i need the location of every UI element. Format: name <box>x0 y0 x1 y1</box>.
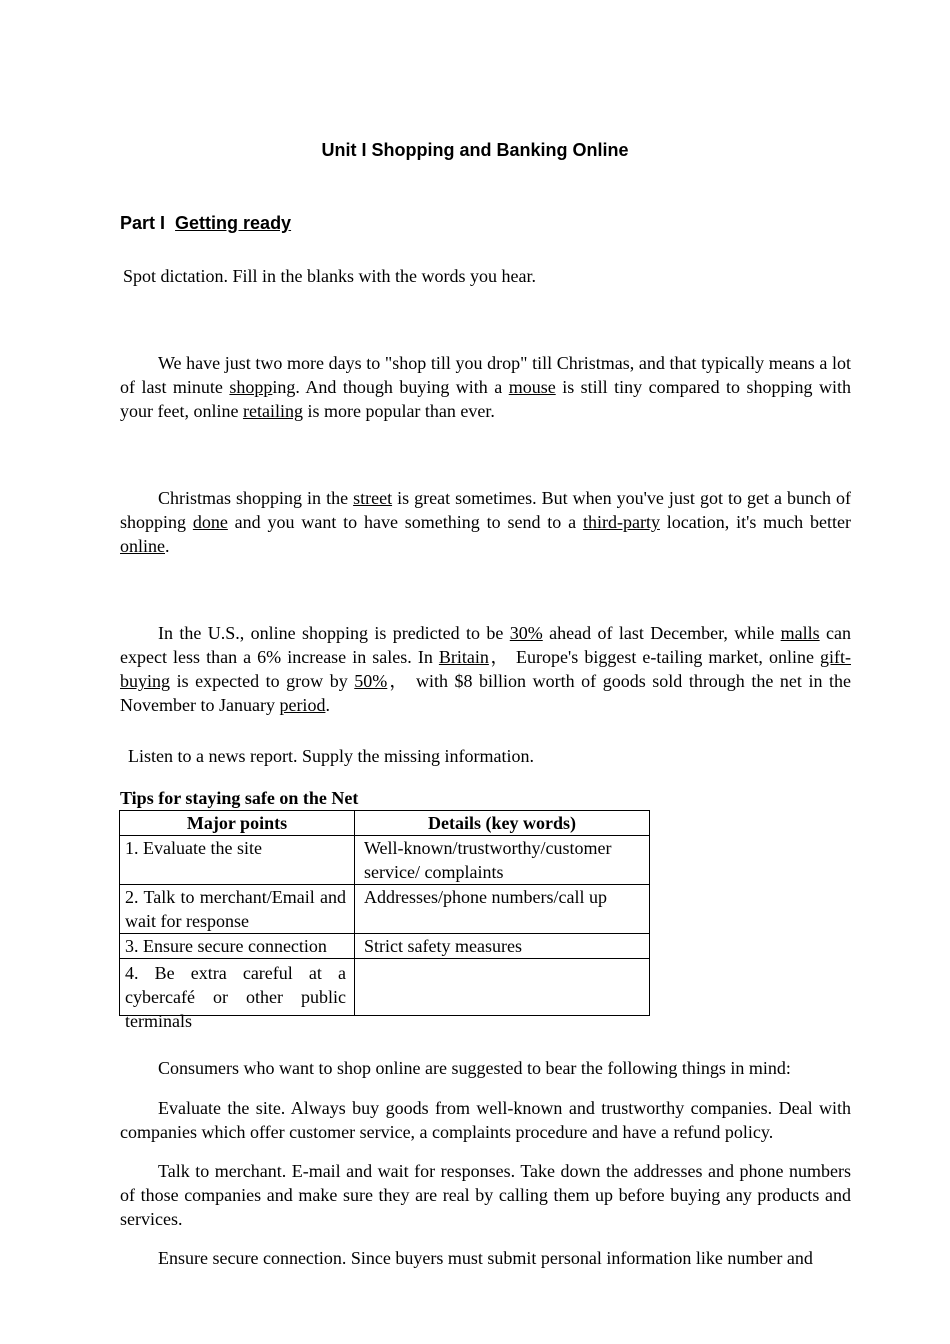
header-major-points: Major points <box>120 811 355 836</box>
filled-blank: Britain <box>438 647 489 667</box>
text-segment: In the U.S., online shopping is predicted to be <box>158 623 510 643</box>
part-label: Part I <box>120 213 166 233</box>
text-segment: location, it's much better <box>659 512 851 532</box>
dictation-paragraph-1 <box>120 351 851 423</box>
filled-blank: third-party <box>582 512 660 532</box>
filled-blank: done <box>192 512 228 532</box>
text-segment: . <box>325 695 330 715</box>
dictation-paragraph-3 <box>120 621 851 717</box>
part-name: Getting ready <box>175 213 292 233</box>
text-segment: We have just two more days to "shop till you drop" till Christmas, and that typically means a lot of last minute <box>120 353 851 397</box>
major-point-cell: 1. Evaluate the site <box>120 836 355 885</box>
text-segment: is great sometimes. But when you've just got to get a bunch of shopping <box>120 488 852 532</box>
filled-blank: malls <box>780 623 820 643</box>
table-row <box>120 959 650 1016</box>
part-heading <box>120 213 291 234</box>
tips-table <box>119 810 650 1031</box>
body-paragraph-talk: Talk to merchant. E-mail and wait for responses. Take down the addresses and phone numbers of those companies and make sure they are real by calling them up before buying any products and services. <box>120 1161 851 1229</box>
major-point-cell: 2. Talk to merchant/Email and wait for response <box>120 885 355 934</box>
major-point-text: 4. Be extra careful at a cybercafé or other public terminals <box>125 963 346 1031</box>
spot-dictation-instruction: Spot dictation. Fill in the blanks with the words you hear. <box>123 266 536 286</box>
listening-instruction: Listen to a news report. Supply the missing information. <box>128 746 534 766</box>
text-segment: is more popular than ever. <box>302 401 495 421</box>
filled-blank: online <box>120 536 165 556</box>
text-segment: ahead of last December, while <box>542 623 781 643</box>
filled-blank: 30% <box>509 623 543 643</box>
filled-blank: shopp <box>229 377 273 397</box>
filled-blank: period <box>279 695 326 715</box>
text-segment: can expect less than a 6% increase in sales. In <box>120 623 852 667</box>
text-segment: ing. And though buying with a <box>272 377 509 397</box>
body-paragraph-secure: Ensure secure connection. Since buyers must submit personal information like number and <box>158 1248 813 1268</box>
text-segment: is expected to grow by <box>170 671 355 691</box>
details-cell: Strict safety measures <box>355 934 650 959</box>
filled-blank: 50% <box>354 671 388 691</box>
filled-blank: gift-buying <box>120 647 851 691</box>
page-title: Unit I Shopping and Banking Online <box>321 140 629 160</box>
details-cell: Addresses/phone numbers/call up <box>355 885 650 934</box>
text-segment: Christmas shopping in the <box>158 488 354 508</box>
text-segment: ， Europe's biggest e-tailing market, online <box>488 647 820 667</box>
table-row <box>120 934 650 959</box>
details-cell <box>355 959 650 1016</box>
major-point-cell <box>120 959 355 1031</box>
table-header-row <box>120 811 650 836</box>
text-segment: ， with $8 billion worth of goods sold through the net in the November to January <box>120 671 851 715</box>
body-paragraph-intro: Consumers who want to shop online are suggested to bear the following things in mind: <box>158 1058 791 1078</box>
table-row <box>120 836 650 885</box>
table-row <box>120 885 650 934</box>
dictation-paragraph-2 <box>120 486 851 558</box>
text-segment: . <box>165 536 170 556</box>
text-segment: is still tiny compared to shopping with your feet, online <box>120 377 851 421</box>
filled-blank: retailing <box>242 401 303 421</box>
body-paragraph-evaluate: Evaluate the site. Always buy goods from well-known and trustworthy companies. Deal with companies which offer customer service, a complaints procedure and have a refund policy. <box>120 1098 851 1142</box>
filled-blank: mouse <box>508 377 556 397</box>
details-cell: Well-known/trustworthy/customer service/ complaints <box>355 836 650 885</box>
tips-table-title: Tips for staying safe on the Net <box>120 788 359 808</box>
header-details: Details (key words) <box>355 811 650 836</box>
text-segment: and you want to have something to send to a <box>227 512 583 532</box>
filled-blank: street <box>353 488 393 508</box>
major-point-cell: 3. Ensure secure connection <box>120 934 355 959</box>
